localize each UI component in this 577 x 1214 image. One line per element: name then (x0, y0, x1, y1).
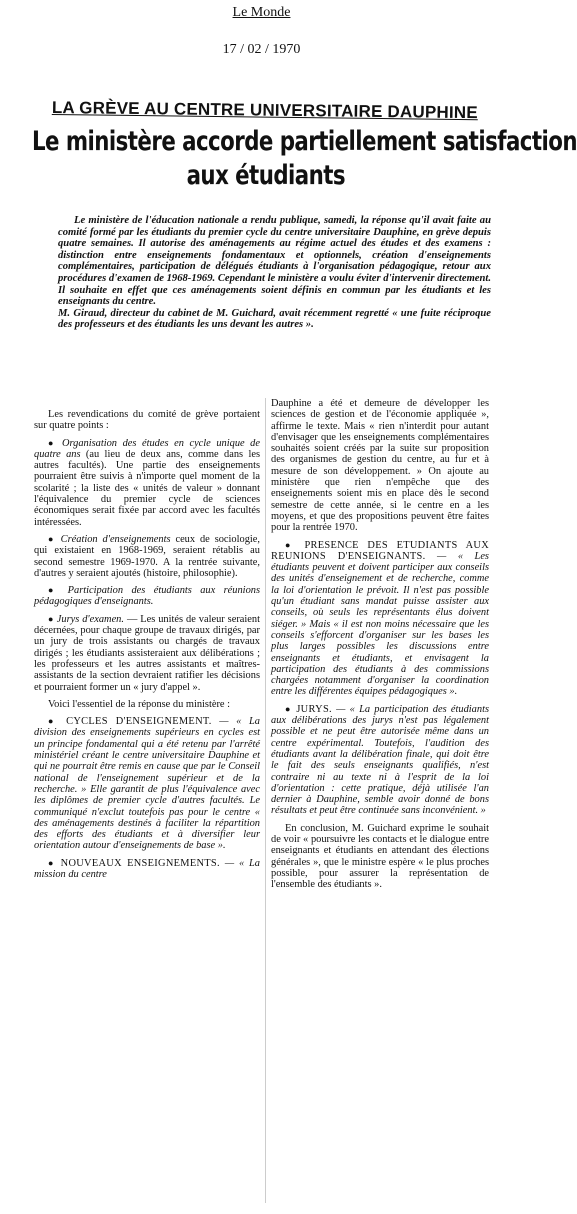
article-kicker: LA GRÈVE AU CENTRE UNIVERSITAIRE DAUPHINE (51, 98, 478, 123)
bullet-icon: ● (48, 613, 54, 624)
bullet-icon: ● (285, 539, 297, 550)
section-heading: PRESENCE DES ETUDIANTS AUX REUNIONS D'ENSEIGNANTS. (271, 539, 490, 562)
paragraph-lead: Création d'enseignements (60, 533, 171, 545)
headline-line-2: aux étudiants (186, 160, 346, 191)
section-heading: NOUVEAUX ENSEIGNEMENTS. (60, 857, 220, 869)
paragraph-text: — « Les étudiants peuvent et doivent participer aux conseils des unités d'enseignement et de recherche, comme la loi d'orientation le prévoit. Il n'est pas possible qu'un étudiant sans mandat puisse assister aux conseils, où seuls les représentants élus doivent siéger. » Mais « il est non moins nécessaire que les conseils s'efforcent d'organiser sur les bases les plus larges possibles les discussions entre enseignants et étudiants, et envisagent la participation des étudiants à des commissions chargées notamment d'organiser la coordination entre les différentes équipes pédagogiques ». (271, 550, 489, 698)
body-paragraph: Voici l'essentiel de la réponse du ministère : (48, 698, 231, 710)
body-paragraph (271, 540, 489, 698)
publication-date: 17 / 02 / 1970 (222, 42, 301, 57)
article-column-left (34, 409, 260, 1209)
paragraph-text: ceux de sociologie, qui existaient en 1968-1969, seraient rétablis au second semestre 1969-1970. A la rentrée suivante, d'autres y seraient ajoutés (histoire, philosophie). (34, 533, 260, 579)
paragraph-text: — « La division des enseignements supérieurs en cycles est un principe fondamental qui a été retenu par l'arrêté ministériel créant le centre universitaire Dauphine et qui ne pourrait être remis en cause que par le Conseil national de l'enseignement supérieur et de la recherche. » Elle garantit de plus l'équivalence avec les diplômes de premier cycle d'autres facultés. Le communiqué n'exclut toutefois pas pour le centre « des aménagements destinés à faciliter la répartition des efforts des étudiants et à diversifier leur orientation autour d'enseignements de base ». (34, 716, 260, 852)
body-paragraph (34, 534, 260, 579)
headline-line-1: Le ministère accorde partiellement satisfaction (32, 126, 577, 157)
section-heading: CYCLES D'ENSEIGNEMENT. (66, 716, 212, 728)
paragraph-text: — Les unités de valeur seraient décernées, pour chaque groupe de travaux dirigés, par un jury de trois assistants ou chargés de travaux dirigés ; les étudiants assisteraient aux délibérations ; les professeurs et les autres assistants et maîtres-assistants de la section devraient ratifier les décisions et pourraient former un « jury d'appel ». (34, 613, 260, 693)
bullet-icon: ● (48, 437, 57, 448)
bullet-icon: ● (48, 585, 60, 596)
bullet-icon: ● (48, 716, 59, 727)
newspaper-name: Le Monde (232, 5, 291, 20)
body-paragraph (34, 716, 260, 852)
bullet-icon: ● (285, 703, 293, 714)
paragraph-lead: Organisation des études en cycle unique de quatre ans (34, 437, 260, 460)
body-paragraph (271, 704, 489, 817)
body-paragraph (34, 858, 260, 881)
body-paragraph: En conclusion, M. Guichard exprime le souhait de voir « poursuivre les contacts et le dialogue entre enseignants et étudiants en attendant des élections générales », que le ministre espère « le plus proches possible, pour assurer la représentation de l'ensemble des étudiants ». (271, 822, 489, 891)
bullet-icon: ● (48, 533, 56, 544)
body-paragraph (34, 585, 260, 608)
paragraph-text: (au lieu de deux ans, comme dans les autres facultés). Une partie des enseignements pourraient être suivis à n'importe quel moment de la scolarité ; la liste des « unités de valeur » donnant l'équivalence du premier cycle de sciences économiques serait fixée par accord avec les facultés intéressées. (34, 448, 260, 528)
article-lead (58, 215, 491, 331)
paragraph-lead: Participation des étudiants aux réunions pédagogiques d'enseignants. (34, 585, 260, 608)
paragraph-text: — « La mission du centre (34, 857, 261, 880)
column-divider (265, 398, 266, 1203)
section-heading: JURYS. (296, 703, 332, 715)
bullet-icon: ● (48, 857, 56, 868)
article-column-right (271, 398, 489, 1208)
paragraph-text: — « La participation des étudiants aux délibérations des jurys n'est pas légalement possible et ne peut être autorisée même dans un centre expérimental. Toutefois, l'audition des étudiants avant la délibération finale, qui doit être le fait des seuls enseignants qualifiés, n'est contraire ni au texte ni à l'esprit de la loi d'orientation : cette pratique, déjà utilisée l'an dernier à Dauphine, semble avoir donné de bons résultats et peut être continuée sans inconvénient. » (271, 703, 489, 817)
body-paragraph: Les revendications du comité de grève portaient sur quatre points : (34, 409, 260, 432)
body-paragraph: Dauphine a été et demeure de développer les sciences de gestion et de l'économie appliquée », affirme le texte. Mais « rien n'interdit pour autant d'envisager que les enseignements complémentaires souhaités soient créés par la suite sur proposition des organismes de gestion du centre, au fur et à mesure de son développement. » On ajoute au ministère que rien n'empêche que des enseignements soient mis en place dès le second semestre de cette année, si le centre en a les moyens, et que des propositions peuvent être faites pour la rentrée 1970. (271, 398, 489, 534)
lead-paragraph: M. Giraud, directeur du cabinet de M. Guichard, avait récemment regretté « une fuite réciproque des professeurs et des étudiants les uns devant les autres ». (58, 307, 491, 331)
lead-paragraph: Le ministère de l'éducation nationale a rendu publique, samedi, la réponse qu'il avait faite au comité formé par les étudiants du premier cycle du centre universitaire Dauphine, en grève depuis quatre semaines. Il autorise des aménagements au régime actuel des études et des examens : distinction entre enseignements fondamentaux et optionnels, création d'enseignements complémentaires, participation de délégués étudiants à l'organisation pédagogique, retour aux procédures d'examen de 1968-1969. Cependant le ministère a voulu éviter d'intervenir directement. Il souhaite en effet que ces aménagements soient définis en commun par les étudiants et les enseignants du centre. (58, 215, 491, 308)
body-paragraph (34, 614, 260, 693)
body-paragraph (34, 438, 260, 528)
article-headline (32, 125, 577, 193)
paragraph-lead: Jurys d'examen. (56, 613, 124, 625)
